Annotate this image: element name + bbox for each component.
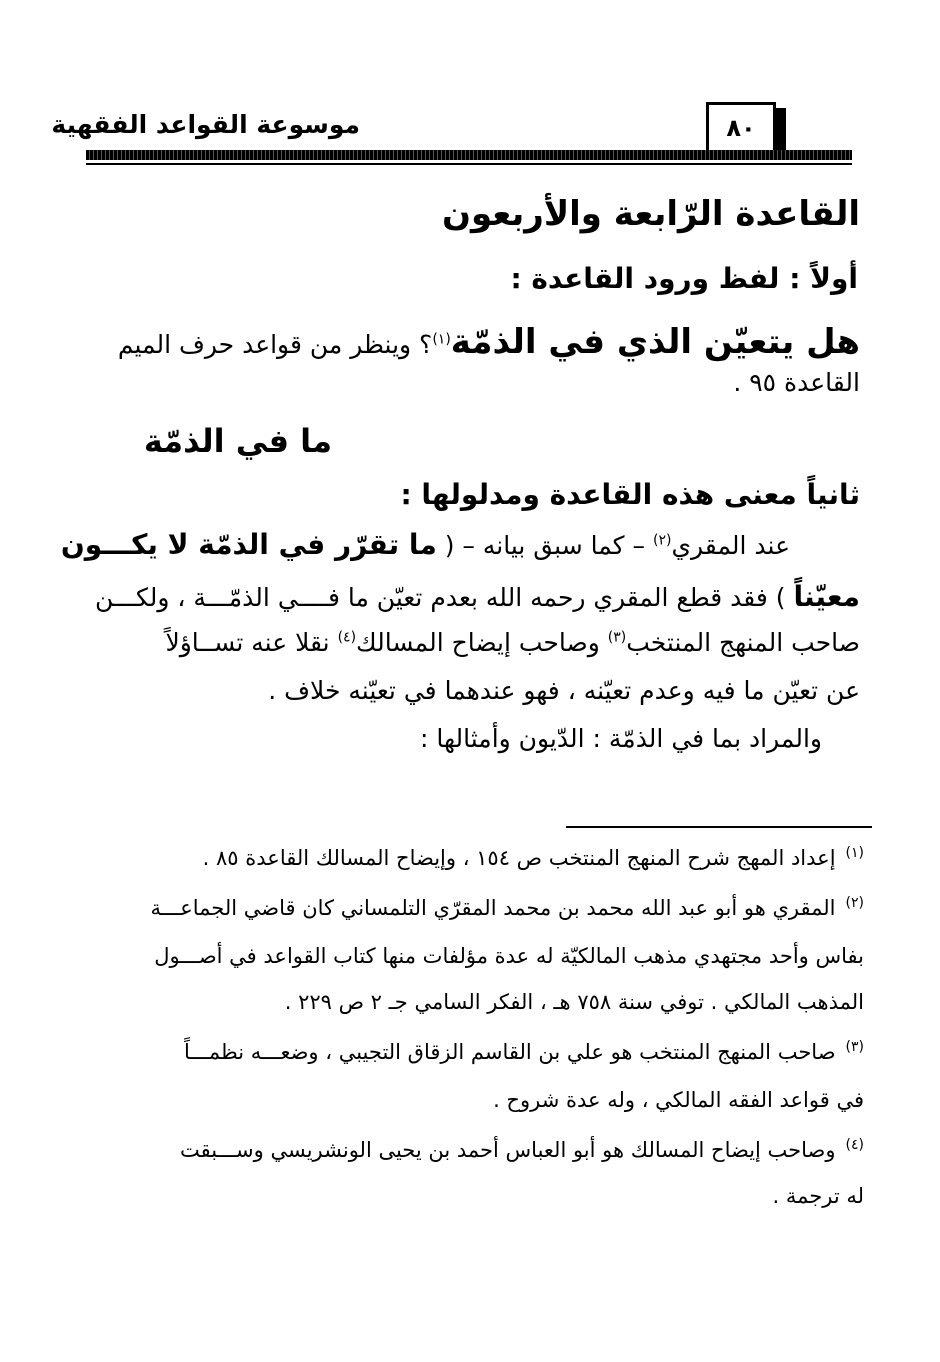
footnote-4-line1 — [180, 1138, 864, 1162]
footnote-1 — [203, 846, 864, 870]
p3-text-b: وصاحب إيضاح المسالك — [356, 628, 608, 657]
page-number: ٨٠ — [706, 102, 776, 150]
section1-line2: القاعدة ٩٥ . — [733, 368, 860, 397]
footnote-3-line1 — [184, 1040, 864, 1064]
footnote-2-number: (٢) — [845, 895, 864, 911]
section2-para-line4: عن تعيّن ما فيه وعدم تعيّنه ، فهو عندهما في تعيّنه خلاف . — [268, 676, 860, 705]
section2-para-line2 — [95, 580, 860, 613]
section1-line1 — [118, 322, 860, 362]
header-rule-thin — [86, 163, 852, 165]
footnote-ref-3: (٣) — [607, 629, 627, 646]
rule-crossref-text: ؟ وينظر من قواعد حرف الميم — [117, 330, 433, 359]
p3-text-a: صاحب المنهج المنتخب — [626, 628, 860, 657]
footnote-4-number: (٤) — [845, 1137, 864, 1153]
p2-rest: ) فقد قطع المقري رحمه الله بعدم تعيّن ما فــــي الذمّـــة ، ولكـــن — [94, 583, 794, 612]
footnote-ref-4: (٤) — [337, 629, 357, 646]
section2-para-line1 — [61, 528, 790, 561]
page-number-shadow — [776, 108, 786, 152]
footnote-2-line2: بفاس وأحد مجتهدي مذهب المالكيّة له عدة مؤلفات منها كتاب القواعد في أصـــول — [154, 944, 864, 968]
footnote-3-text1: صاحب المنهج المنتخب هو علي بن القاسم الزقاق التجيبي ، وضعـــه نظمـــاً — [184, 1040, 836, 1064]
rule-wording: هل يتعيّن الذي في الذمّة — [450, 322, 860, 362]
p1-bold-rule: ما تقرّر في الذمّة لا يكـــون — [60, 528, 437, 561]
footnote-2-text1: المقري هو أبو عبد الله محمد بن محمد المقرّي التلمساني كان قاضي الجماعـــة — [150, 896, 836, 920]
p3-text-c: نقلا عنه تســاؤلاً — [165, 628, 338, 657]
footnote-3-line2: في قواعد الفقه المالكي ، وله عدة شروح . — [493, 1088, 864, 1112]
footnote-4-text1: وصاحب إيضاح المسالك هو أبو العباس أحمد بن يحيى الونشريسي وســـبقت — [180, 1138, 836, 1162]
cross-ref-label: ما في الذمّة — [143, 422, 332, 460]
p2-bold: معيّناً — [793, 580, 860, 613]
section1-heading: أولاً : لفظ ورود القاعدة : — [510, 262, 858, 295]
footnote-2-line1 — [151, 896, 864, 920]
p1-text-a: عند المقري — [671, 531, 790, 560]
section2-para-line5: والمراد بما في الذمّة : الدّيون وأمثالها : — [420, 724, 822, 753]
header-rule-thick — [86, 150, 852, 160]
running-title: موسوعة القواعد الفقهية — [51, 110, 360, 139]
footnote-1-line1: إعداد المهج شرح المنهج المنتخب ص ١٥٤ ، وإيضاح المسالك القاعدة ٨٥ . — [202, 846, 836, 870]
p1-text-b: – كما سبق بيانه – ( — [436, 531, 653, 560]
footnote-4-line2: له ترجمة . — [772, 1184, 864, 1208]
footnote-1-number: (١) — [845, 845, 864, 861]
rule-title: القاعدة الرّابعة والأربعون — [441, 194, 860, 234]
section2-para-line3 — [165, 628, 860, 657]
footnote-separator — [566, 826, 872, 828]
section2-heading: ثانياً معنى هذه القاعدة ومدلولها : — [400, 478, 860, 511]
footnote-ref-2: (٢) — [652, 532, 672, 549]
footnote-ref-1: (١) — [432, 331, 451, 348]
footnote-2-line3: المذهب المالكي . توفي سنة ٧٥٨ هـ ، الفكر السامي جـ ٢ ص ٢٢٩ . — [284, 990, 864, 1014]
footnote-3-number: (٣) — [845, 1039, 864, 1055]
